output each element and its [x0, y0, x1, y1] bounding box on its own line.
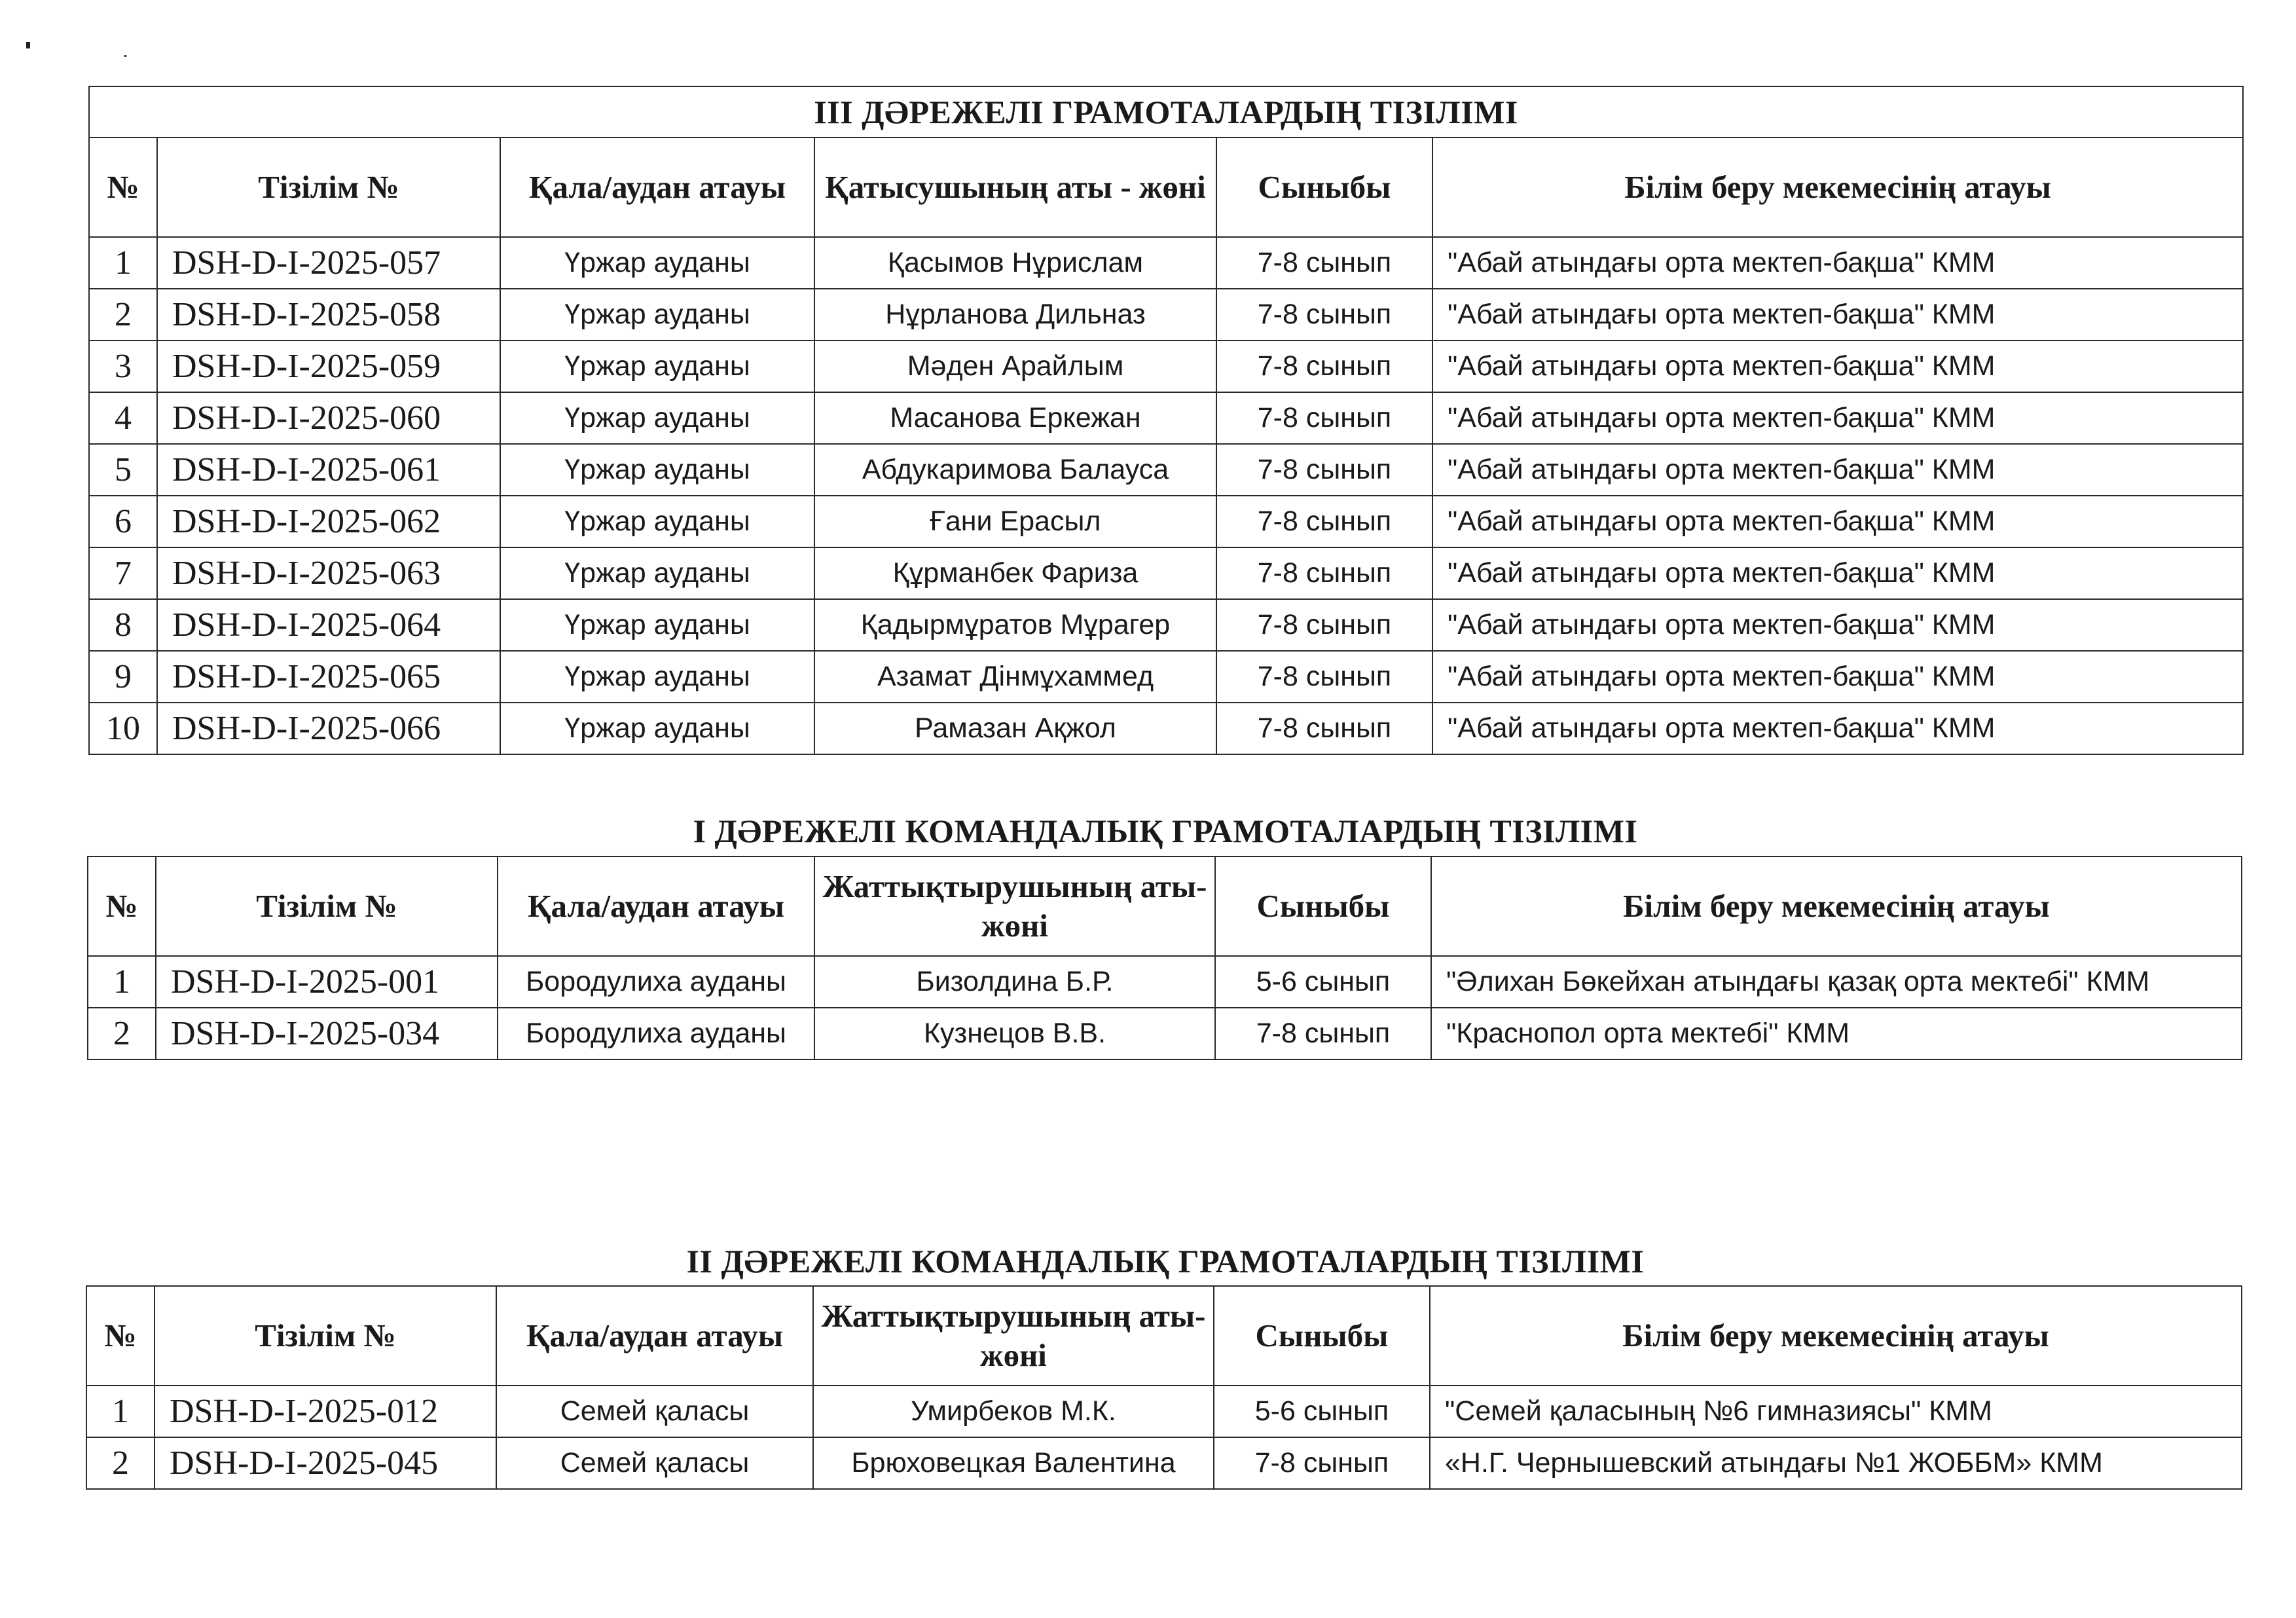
header-row	[86, 1286, 2242, 1386]
school-name: "Абай атындағы орта мектеп-бақша" КММ	[1432, 237, 2243, 289]
grade-value: 7-8 сынып	[1215, 1008, 1431, 1059]
grade-value: 7-8 сынып	[1216, 496, 1432, 547]
row-number: 1	[89, 237, 157, 289]
registry-number: DSH-D-I-2025-061	[157, 444, 500, 496]
registry-number: DSH-D-I-2025-062	[157, 496, 500, 547]
registry-number: DSH-D-I-2025-045	[155, 1437, 496, 1489]
district-name: Семей қаласы	[496, 1386, 813, 1437]
person-name: Нұрланова Дильназ	[814, 289, 1216, 340]
registry-number: DSH-D-I-2025-059	[157, 340, 500, 392]
header-num: №	[86, 1286, 155, 1386]
team-grade-2-certificates-table	[86, 1285, 2242, 1490]
district-name: Үржар ауданы	[500, 392, 814, 444]
grade-value: 5-6 сынып	[1215, 956, 1431, 1008]
header-grade: Сыныбы	[1215, 856, 1431, 956]
grade-value: 7-8 сынып	[1214, 1437, 1430, 1489]
section-title: ІІІ ДӘРЕЖЕЛІ ГРАМОТАЛАРДЫҢ ТІЗІЛІМІ	[89, 86, 2243, 138]
grade-3-certificates-table	[88, 86, 2244, 755]
header-grade: Сыныбы	[1214, 1286, 1430, 1386]
header-school: Білім беру мекемесінің атауы	[1431, 856, 2242, 956]
person-name: Қадырмұратов Мұрагер	[814, 599, 1216, 651]
district-name: Үржар ауданы	[500, 444, 814, 496]
registry-number: DSH-D-I-2025-065	[157, 651, 500, 703]
header-grade: Сыныбы	[1216, 138, 1432, 237]
row-number: 3	[89, 340, 157, 392]
person-name: Ғани Ерасыл	[814, 496, 1216, 547]
person-name: Масанова Еркежан	[814, 392, 1216, 444]
table-row	[88, 1008, 2242, 1059]
table-row	[86, 1437, 2242, 1489]
registry-number: DSH-D-I-2025-012	[155, 1386, 496, 1437]
row-number: 1	[86, 1386, 155, 1437]
district-name: Үржар ауданы	[500, 340, 814, 392]
table-row	[89, 289, 2243, 340]
row-number: 5	[89, 444, 157, 496]
table-body	[86, 1386, 2242, 1489]
registry-number: DSH-D-I-2025-058	[157, 289, 500, 340]
school-name: "Абай атындағы орта мектеп-бақша" КММ	[1432, 444, 2243, 496]
person-name: Умирбеков М.К.	[813, 1386, 1214, 1437]
grade-value: 7-8 сынып	[1216, 289, 1432, 340]
grade-value: 7-8 сынып	[1216, 703, 1432, 754]
table-row	[89, 237, 2243, 289]
registry-number: DSH-D-I-2025-057	[157, 237, 500, 289]
table-title-row	[89, 86, 2243, 138]
school-name: "Абай атындағы орта мектеп-бақша" КММ	[1432, 289, 2243, 340]
registry-number: DSH-D-I-2025-001	[156, 956, 498, 1008]
district-name: Семей қаласы	[496, 1437, 813, 1489]
scan-artifact	[124, 55, 126, 57]
table-row	[89, 703, 2243, 754]
grade-value: 7-8 сынып	[1216, 340, 1432, 392]
table-row	[89, 392, 2243, 444]
school-name: "Абай атындағы орта мектеп-бақша" КММ	[1432, 392, 2243, 444]
district-name: Бородулиха ауданы	[498, 956, 814, 1008]
grade-value: 7-8 сынып	[1216, 444, 1432, 496]
section-title: І ДӘРЕЖЕЛІ КОМАНДАЛЫҚ ГРАМОТАЛАРДЫҢ ТІЗІЛІМІ	[693, 813, 1638, 849]
person-name: Мәден Арайлым	[814, 340, 1216, 392]
school-name: "Абай атындағы орта мектеп-бақша" КММ	[1432, 340, 2243, 392]
person-name: Құрманбек Фариза	[814, 547, 1216, 599]
table-row	[89, 599, 2243, 651]
header-registry: Тізілім №	[156, 856, 498, 956]
header-school: Білім беру мекемесінің атауы	[1430, 1286, 2242, 1386]
header-coach: Жаттықтырушының аты-жөні	[814, 856, 1215, 956]
section-title: ІІ ДӘРЕЖЕЛІ КОМАНДАЛЫҚ ГРАМОТАЛАРДЫҢ ТІЗІЛІМІ	[686, 1243, 1645, 1279]
row-number: 10	[89, 703, 157, 754]
header-row	[88, 856, 2242, 956]
school-name: «Н.Г. Чернышевский атындағы №1 ЖОББМ» КММ	[1430, 1437, 2242, 1489]
table-row	[89, 340, 2243, 392]
team-grade-1-certificates-table	[87, 856, 2242, 1060]
table-body	[88, 956, 2242, 1059]
school-name: "Абай атындағы орта мектеп-бақша" КММ	[1432, 703, 2243, 754]
person-name: Рамазан Ақжол	[814, 703, 1216, 754]
district-name: Бородулиха ауданы	[498, 1008, 814, 1059]
grade-value: 7-8 сынып	[1216, 237, 1432, 289]
grade-value: 7-8 сынып	[1216, 392, 1432, 444]
table-row	[88, 956, 2242, 1008]
district-name: Үржар ауданы	[500, 237, 814, 289]
header-registry: Тізілім №	[155, 1286, 496, 1386]
registry-number: DSH-D-I-2025-060	[157, 392, 500, 444]
table-row	[89, 547, 2243, 599]
row-number: 7	[89, 547, 157, 599]
school-name: "Әлихан Бөкейхан атындағы қазақ орта мектебі" КММ	[1431, 956, 2242, 1008]
row-number: 4	[89, 392, 157, 444]
grade-value: 7-8 сынып	[1216, 599, 1432, 651]
header-district: Қала/аудан атауы	[498, 856, 814, 956]
header-district: Қала/аудан атауы	[500, 138, 814, 237]
row-number: 2	[88, 1008, 156, 1059]
table-row	[89, 444, 2243, 496]
person-name: Азамат Дінмұхаммед	[814, 651, 1216, 703]
table-body	[89, 237, 2243, 754]
registry-number: DSH-D-I-2025-034	[156, 1008, 498, 1059]
grade-value: 5-6 сынып	[1214, 1386, 1430, 1437]
grade-value: 7-8 сынып	[1216, 547, 1432, 599]
grade-value: 7-8 сынып	[1216, 651, 1432, 703]
row-number: 8	[89, 599, 157, 651]
school-name: "Краснопол орта мектебі" КММ	[1431, 1008, 2242, 1059]
registry-number: DSH-D-I-2025-063	[157, 547, 500, 599]
district-name: Үржар ауданы	[500, 289, 814, 340]
header-school: Білім беру мекемесінің атауы	[1432, 138, 2243, 237]
header-row	[89, 138, 2243, 237]
person-name: Қасымов Нұрислам	[814, 237, 1216, 289]
header-registry: Тізілім №	[157, 138, 500, 237]
header-num: №	[88, 856, 156, 956]
person-name: Абдукаримова Балауса	[814, 444, 1216, 496]
person-name: Бизолдина Б.Р.	[814, 956, 1215, 1008]
school-name: "Абай атындағы орта мектеп-бақша" КММ	[1432, 496, 2243, 547]
school-name: "Абай атындағы орта мектеп-бақша" КММ	[1432, 599, 2243, 651]
row-number: 6	[89, 496, 157, 547]
district-name: Үржар ауданы	[500, 651, 814, 703]
row-number: 9	[89, 651, 157, 703]
person-name: Кузнецов В.В.	[814, 1008, 1215, 1059]
header-participant: Қатысушының аты - жөні	[814, 138, 1216, 237]
row-number: 2	[89, 289, 157, 340]
school-name: "Абай атындағы орта мектеп-бақша" КММ	[1432, 547, 2243, 599]
district-name: Үржар ауданы	[500, 547, 814, 599]
district-name: Үржар ауданы	[500, 496, 814, 547]
header-district: Қала/аудан атауы	[496, 1286, 813, 1386]
district-name: Үржар ауданы	[500, 599, 814, 651]
table-row	[86, 1386, 2242, 1437]
row-number: 2	[86, 1437, 155, 1489]
table-row	[89, 496, 2243, 547]
person-name: Брюховецкая Валентина	[813, 1437, 1214, 1489]
scan-artifact	[26, 42, 30, 48]
row-number: 1	[88, 956, 156, 1008]
district-name: Үржар ауданы	[500, 703, 814, 754]
school-name: "Абай атындағы орта мектеп-бақша" КММ	[1432, 651, 2243, 703]
registry-number: DSH-D-I-2025-064	[157, 599, 500, 651]
school-name: "Семей қаласының №6 гимназиясы" КММ	[1430, 1386, 2242, 1437]
header-num: №	[89, 138, 157, 237]
table-row	[89, 651, 2243, 703]
header-coach: Жаттықтырушының аты-жөні	[813, 1286, 1214, 1386]
registry-number: DSH-D-I-2025-066	[157, 703, 500, 754]
